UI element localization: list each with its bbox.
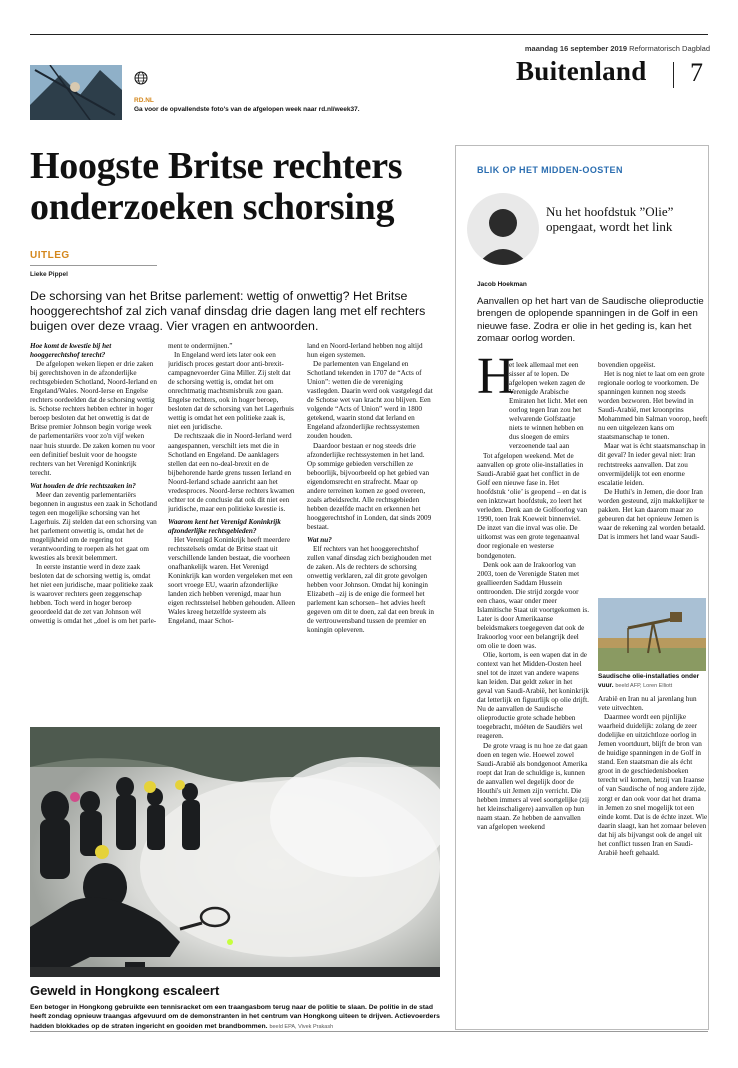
article-column-1 xyxy=(30,342,157,724)
article-byline: Lieke Pippel xyxy=(30,271,68,278)
paragraph: Maar wat is écht staatsmanschap in dit geval? In ieder geval niet: Iran rechtstreeks aanvallen. Dat zou onvermijdelijk tot een enorme escalatie leiden. xyxy=(598,442,706,487)
oil-photo xyxy=(598,598,706,671)
article-headline: Hoogste Britse rechters onderzoeken schorsing xyxy=(30,145,403,228)
hongkong-photo xyxy=(30,727,440,977)
bottom-rule xyxy=(30,1031,708,1032)
article-column-3 xyxy=(307,342,435,724)
promo-url[interactable]: RD.NL xyxy=(134,97,154,104)
paragraph: Het Verenigd Koninkrijk heeft meerdere rechtsstelsels omdat de Britse staat uit verschillende landen bestaat, die voorheen onafhankelijk waren. Het Verenigd Koninkrijk kan worden vergeleken met een soort vroege EU, waarin afzonderlijke landen zich hebben verenigd, maar hun eigen rechtsstelsel hebben gehouden. Alleen Wales kreeg hetzelfde systeem als Engeland, maar Schot- xyxy=(168,535,296,626)
paragraph: De afgelopen weken liepen er drie zaken bij gerechtshoven in de afzonderlijke rechtsgebieden Schotland, Noord-Ierland en Engeland/Wales. Noord-Ierse en Engelse rechters oordeelden dat de schorsing wettig is. Schotse rechters hebben echter in hoger beroep besloten dat het onwettig is dat de Britse premier Johnson begin vorige week de parlementariërs voor zo'n vijf weken naar huis stuurde. De zaken komen nu voor een definitief besluit voor de hoogste rechters van het Verenigd Koninkrijk terecht. xyxy=(30,360,157,477)
question-heading: Wat houden de drie rechtszaken in? xyxy=(30,481,136,490)
photo-title: Geweld in Hongkong escaleert xyxy=(30,983,220,998)
paragraph: Daardoor bestaan er nog steeds drie afzonderlijke rechtssystemen in het land. Op sommige gebieden verschillen ze beboorlijk, bijvoorbeeld op het gebied van eigendomsrecht en strafrecht. Maar op andere terreinen komen ze goed overeen, zoals arbeidsrecht. Alle rechtsgebieden hebben dezelfde macht en erkennen het hooggerechtshof in Londen, dat sinds 2009 bestaat. xyxy=(307,441,432,531)
sidebar-col1-lead: et leek allemaal met een sisser af te lopen. De afgelopen weken zagen de Verenigde Arabische Emiraten het licht. Met een oorlog tegen Iran zou het welvarende Golfstaatje niets te winnen hebben en dus sloegen de emirs verzoenende taal aan xyxy=(509,361,588,451)
sidebar-dropcap: H xyxy=(477,348,515,405)
paragraph: In Engeland werd iets later ook een juridisch proces gestart door anti-brexit-campagnevoerder Gina Miller. Zij stelt dat de schorsing wettig is, omdat het om onrechtmatig machtsmisbruik zou gaan. Engelse rechters, ook in hoger beroep, besloten dat de schorsing van het Lagerhuis wettig is omdat het een politieke zaak is, niet een juridische. xyxy=(168,351,294,432)
paragraph: Arabië en Iran nu al jarenlang hun vete uitvechten. xyxy=(598,695,697,713)
author-avatar xyxy=(467,193,539,265)
sidebar-author: Jacob Hoekman xyxy=(477,281,527,288)
oil-photo-caption: Saudische olie-installaties onder vuur. beeld AFP, Loren Elliott xyxy=(598,673,700,689)
paragraph: bovendien opgeëist. xyxy=(598,361,656,369)
article-intro: De schorsing van het Britse parlement: wettig of onwettig? Het Britse hooggerechtshof zal zich vanaf dinsdag drie dagen lang met elf rechters buigen over deze vraag. Vier vragen en antwoorden. xyxy=(30,289,426,333)
globe-icon xyxy=(134,71,148,85)
promo-thumbnail[interactable] xyxy=(30,65,122,120)
question-heading: Waarom kent het Verenigd Koninkrijk afzonderlijke rechtsgebieden? xyxy=(168,517,281,535)
paragraph: Elf rechters van het hooggerechtshof zullen vanaf dinsdag zich bezighouden met de zaken. Als de rechters de schorsing onwettig verklaren, zal dit grote gevolgen hebben voor Johnson. Omdat hij koningin Elizabeth –zij is de enige die formeel het parlement kan schorsen– het advies heeft gegeven om dit te doen, zal dat een breuk in de vertrouwensband tussen de premier en koningin opleveren. xyxy=(307,545,434,635)
paragraph: De rechtszaak die in Noord-Ierland werd aangespannen, verschilt iets met die in Schotland en Engeland. De aanklagers stellen dat een no-deal-brexit en de bijbehorende harde grens tussen Ierland en Noord-Ierland schade aanricht aan het vredesproces. Noord-Ierse rechters kwamen echter tot de conclusie dat ook dit niet een juridische, maar een politieke kwestie is. xyxy=(168,432,295,513)
oil-photo-credit: beeld AFP, Loren Elliott xyxy=(615,682,673,689)
article-column-2 xyxy=(168,342,296,724)
top-rule xyxy=(30,34,708,35)
paragraph: In eerste instantie werd in deze zaak besloten dat de schorsing wettig is, omdat het niet een juridische, maar politieke zaak is waarover rechters geen zeggenschap hebben. Toch werd in hoger beroep geoordeeld dat de zet van Johnson wél onwettig is omdat het „doel is om het parle- xyxy=(30,563,157,626)
paragraph: Denk ook aan de Irakoorlog van 2003, toen de Verenigde Staten met geallieerden Saddam Hussein onttroonden. Die strijd zorgde voor een chaos, waar onder meer Islamitische Staat uit voortgekomen is. Later is door Amerikaanse beleidsmakers toegegeven dat ook de Irakoorlog voor een belangrijk deel om olie te doen was. xyxy=(477,560,589,650)
paragraph-continued: ment te ondermijnen.” xyxy=(168,342,233,350)
sidebar-column-1 xyxy=(477,452,589,1024)
paragraph: Olie, kortom, is een wapen dat in de context van het Midden-Oosten heel snel tot de inzet van andere wapens kan leiden. Dat geldt zeker in het geval van Saudi-Arabië, het koninkrijk dat letterlijk en figuurlijk op olie drijft. Nu de aanvallen de Saudische olieproductie grote schade hebben toegebracht, móéten de Saudiërs wel reageren. xyxy=(477,651,589,741)
paragraph: Daarmee wordt een pijnlijke waarheid duidelijk: zolang de zeer dodelijke en uitzichtloze oorlog in Jemen voortduurt, blijft de bron van de huidige spanningen in de Golf in stand. Een staatsman die als écht groot in de geschiedenisboeken terecht wil komen, hetzij van Iraanse of van Saudische of nog andere zijde, zorgt er dan ook voor dat het drama in Jemen zo snel mogelijk tot een einde komt. Dat is de échte inzet. Wie daarin slaagt, kan het zomaar beleven dat hij als bijvangst ook de angel uit het conflict tussen Iran en Saudi-Arabië heeft gehaald. xyxy=(598,713,708,857)
paragraph: Het is nog niet te laat om een grote regionale oorlog te voorkomen. De spanningen kunnen nog steeds worden bezworen. Het bewind in Saudi-Arabië, met kroonprins Mohammed bin Salman voorop, heeft nu een uitgelezen kans om staatsmanschap te tonen. xyxy=(598,370,708,442)
page-number: 7 xyxy=(690,58,703,87)
article-kicker: UITLEG xyxy=(30,250,70,261)
sidebar-quote: Nu het hoofdstuk ”Olie” opengaat, wordt het link xyxy=(546,204,674,234)
promo-text[interactable]: Ga voor de opvallendste foto's van de afgelopen week naar rd.nl/week37. xyxy=(134,106,360,113)
paragraph: De grote vraag is nu hoe ze dat gaan doen en tegen wie. Hoewel zowel Saudi-Arabië als bondgenoot Amerika roept dat Iran de schuldige is, kunnen de aanvallen wel degelijk door de Houthi's uit Jemen zijn verricht. Die hebben immers al veel soortgelijke (zij het kleinschaligere) aanvallen op hun naam staan. Ze hebben de aanvallen van afgelopen weekend xyxy=(477,741,589,831)
question-heading: Wat nu? xyxy=(307,535,332,544)
header-date: maandag 16 september 2019 Reformatorisch Dagblad xyxy=(524,44,710,53)
sidebar-kicker: BLIK OP HET MIDDEN-OOSTEN xyxy=(477,165,623,175)
paragraph: Meer dan zeventig parlementariërs begonnen in augustus een zaak in Schotland tegen een mogelijke schorsing van het Lagerhuis. Zij stelden dat een schorsing van het parlement onwettig is, omdat het de mogelijkheid om de regering tot verantwoording te roepen als het gaat om kwesties als brexit belemmert. xyxy=(30,490,157,563)
section-divider xyxy=(673,62,674,88)
paragraph-continued: land en Noord-Ierland hebben nog altijd hun eigen systemen. xyxy=(307,342,423,360)
sidebar-intro: Aanvallen op het hart van de Saudische olieproductie brengen de oplopende spanningen in de Golf in een nieuwe fase. Zodra er olie in het geding is, kan het zomaar oorlog worden. xyxy=(477,296,704,345)
sidebar-column-2-top xyxy=(598,361,708,593)
paragraph: Tot afgelopen weekend. Met de aanvallen op grote olie-installaties in Saudi-Arabië gaat het conflict in de Golf een nieuwe fase in. Het hoofdstuk ‘olie’ is geopend – en dat is een inktzwart hoofdstuk, zo leert het verleden. Denk aan de Golfoorlog van 1990, toen Irak Koeweit binnenviel. De inzet van die inval was olie. De uitkomst was een grote tegenaanval door regionale en westerse bondgenoten. xyxy=(477,452,588,560)
sidebar-column-2-bottom xyxy=(598,695,708,1025)
photo-credit: beeld EPA, Vivek Prakash xyxy=(269,1023,334,1030)
paragraph: De parlementen van Engeland en Schotland tekenden in 1707 de “Acts of Union”: wetten die de vereniging vastlegden. Daarin werd ook vastgelegd dat de Schotse wet van kracht zou blijven. Een volgende “Acts of Union” werd in 1800 getekend, waarin stond dat Ierland en Engeland afzonderlijke rechtssystemen zouden houden. xyxy=(307,360,433,441)
question-heading: Hoe komt de kwestie bij het hooggerechtshof terecht? xyxy=(30,342,112,360)
section-title: Buitenland xyxy=(516,56,647,86)
paragraph: De Huthi's in Jemen, die door Iran worden gesteund, zijn makkelijker te pakken. Het kan daarom maar zo gebeuren dat het opnieuw Jemen is waar de rekening zal worden betaald. Dat is immers het land waar Saudi- xyxy=(598,487,706,541)
kicker-rule xyxy=(30,265,157,266)
photo-caption: Een betoger in Hongkong gebruikte een tennisracket om een traangasbom terug naar de politie te slaan. De politie in de stad heeft zondag opnieuw traangas afgevuurd om de demonstranten in het centrum van Hongkong uiteen te drijven. Actievoerders hadden blokkades op de straten ingericht en gooiden met brandbommen. beeld EPA, Vivek Prakash xyxy=(30,1004,440,1030)
